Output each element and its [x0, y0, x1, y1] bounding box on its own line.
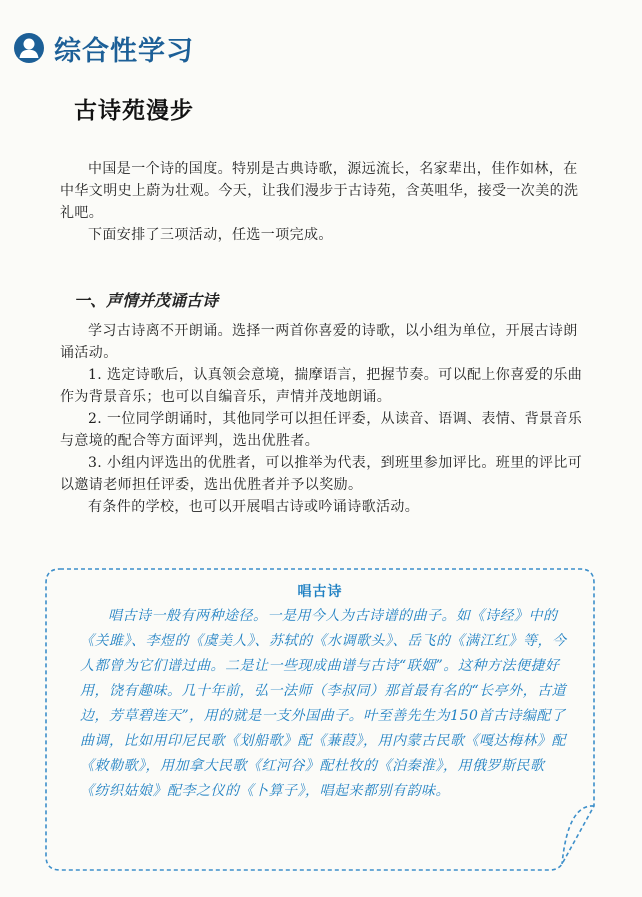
intro-paragraph: 下面安排了三项活动，任选一项完成。 [88, 227, 333, 243]
sidebar-box-text: 唱古诗一般有两种途径。一是用今人为古诗谱的曲子。如《诗经》中的《关雎》、李煜的《虞美人》、苏轼的《水调歌头》、岳飞的《满江红》等，今人都曾为它们谱过曲。二是让一些现成曲谱与古诗“联姻”。这种方法便捷好用，饶有趣味。几十年前，弘一法师（李叔同）那首最有名的“长亭外，古道边，芳草碧连天”，用的就是一支外国曲子。叶至善先生为150首古诗编配了曲调，比如用印尼民歌《划船歌》配《蒹葭》，用内蒙古民歌《嘎达梅林》配《敕勒歌》，用加拿大民歌《红河谷》配杜牧的《泊秦淮》，用俄罗斯民歌《纺织姑娘》配李之仪的《卜算子》，唱起来都别有韵味。 [80, 608, 567, 799]
lesson-title: 古诗苑漫步 [74, 97, 194, 124]
section-header [14, 30, 194, 66]
activity-heading: 一、声情并茂诵古诗 [74, 291, 219, 310]
intro-text [60, 158, 588, 246]
activity-paragraph: 1. 选定诗歌后，认真领会意境，揣摩语言，把握节奏。可以配上你喜爱的乐曲作为背景音乐；也可以自编音乐，声情并茂地朗诵。 [60, 367, 583, 405]
sidebar-box [42, 566, 598, 874]
activity-paragraph: 2. 一位同学朗诵时，其他同学可以担任评委，从读音、语调、表情、背景音乐与意境的配合等方面评判，选出优胜者。 [60, 411, 583, 449]
activity-paragraph: 学习古诗离不开朗诵。选择一两首你喜爱的诗歌，以小组为单位，开展古诗朗诵活动。 [60, 323, 578, 361]
activity-text [60, 320, 588, 518]
section-heading: 综合性学习 [54, 35, 194, 67]
person-icon [14, 33, 44, 63]
activity-paragraph: 3. 小组内评选出的优胜者，可以推举为代表，到班里参加评比。班里的评比可以邀请老师担任评委，选出优胜者并予以奖励。 [60, 455, 583, 493]
intro-paragraph: 中国是一个诗的国度。特别是古典诗歌，源远流长，名家辈出，佳作如林，在中华文明史上蔚为壮观。今天，让我们漫步于古诗苑，含英咀华，接受一次美的洗礼吧。 [60, 161, 579, 221]
activity-paragraph: 有条件的学校，也可以开展唱古诗或吟诵诗歌活动。 [88, 499, 420, 515]
sidebar-box-title: 唱古诗 [297, 584, 343, 600]
